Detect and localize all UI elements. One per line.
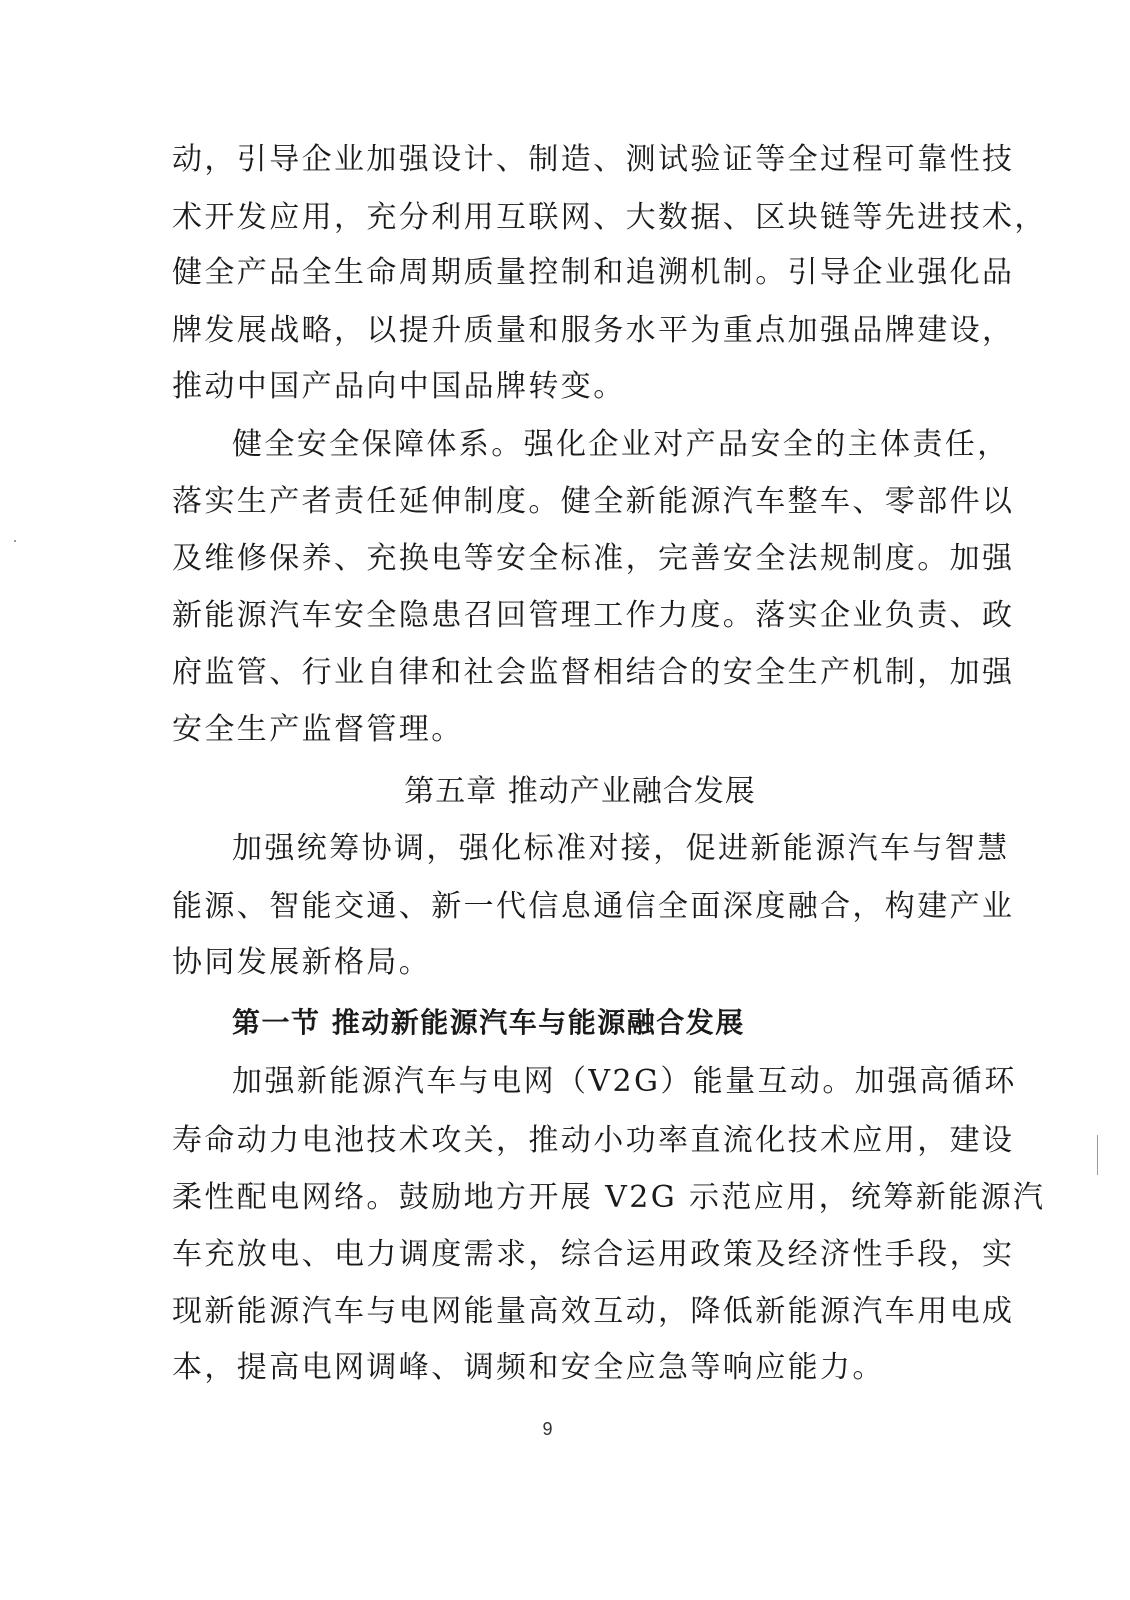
section-title: 第一节 推动新能源汽车与能源融合发展 (232, 1006, 745, 1039)
paragraph-4-line-3: 柔性配电网络。鼓励地方开展 V2G 示范应用，统筹新能源汽 (172, 1180, 1046, 1215)
paragraph-3-line-2: 能源、智能交通、新一代信息通信全面深度融合，构建产业 (172, 889, 1015, 924)
paragraph-3-line-3: 协同发展新格局。 (172, 945, 432, 980)
paragraph-2-line-6: 安全生产监督管理。 (172, 712, 464, 747)
paragraph-1-line-1: 动，引导企业加强设计、制造、测试验证等全过程可靠性技 (172, 142, 1015, 177)
paragraph-2-line-3: 及维修保养、充换电等安全标准，完善安全法规制度。加强 (172, 541, 1015, 576)
paragraph-1-line-5: 推动中国产品向中国品牌转变。 (172, 369, 626, 404)
scan-artifact-dot (14, 540, 16, 542)
paragraph-2-line-5: 府监管、行业自律和社会监督相结合的安全生产机制，加强 (172, 655, 1015, 690)
paragraph-2-line-4: 新能源汽车安全隐患召回管理工作力度。落实企业负责、政 (172, 598, 1015, 633)
paragraph-1-line-4: 牌发展战略，以提升质量和服务水平为重点加强品牌建设， (172, 313, 1015, 348)
paragraph-4-line-2: 寿命动力电池技术攻关，推动小功率直流化技术应用，建设 (172, 1123, 1015, 1158)
paragraph-4-line-1: 加强新能源汽车与电网（V2G）能量互动。加强高循环 (232, 1064, 1017, 1099)
paragraph-4-line-5: 现新能源汽车与电网能量高效互动，降低新能源汽车用电成 (172, 1294, 1015, 1329)
paragraph-4-line-4: 车充放电、电力调度需求，综合运用政策及经济性手段，实 (172, 1237, 1015, 1272)
paragraph-1-line-3: 健全产品全生命周期质量控制和追溯机制。引导企业强化品 (172, 255, 1015, 290)
chapter-title: 第五章 推动产业融合发展 (404, 774, 756, 809)
scan-artifact-mark (1097, 1135, 1098, 1175)
paragraph-4-line-6: 本，提高电网调峰、调频和安全应急等响应能力。 (172, 1350, 885, 1385)
page-number: 9 (542, 1419, 553, 1439)
paragraph-1-line-2: 术开发应用，充分利用互联网、大数据、区块链等先进技术， (172, 200, 1047, 235)
paragraph-2-line-1: 健全安全保障体系。强化企业对产品安全的主体责任， (232, 427, 1010, 462)
paragraph-2-line-2: 落实生产者责任延伸制度。健全新能源汽车整车、零部件以 (172, 484, 1015, 519)
paragraph-3-line-1: 加强统筹协调，强化标准对接，促进新能源汽车与智慧 (232, 831, 1010, 866)
